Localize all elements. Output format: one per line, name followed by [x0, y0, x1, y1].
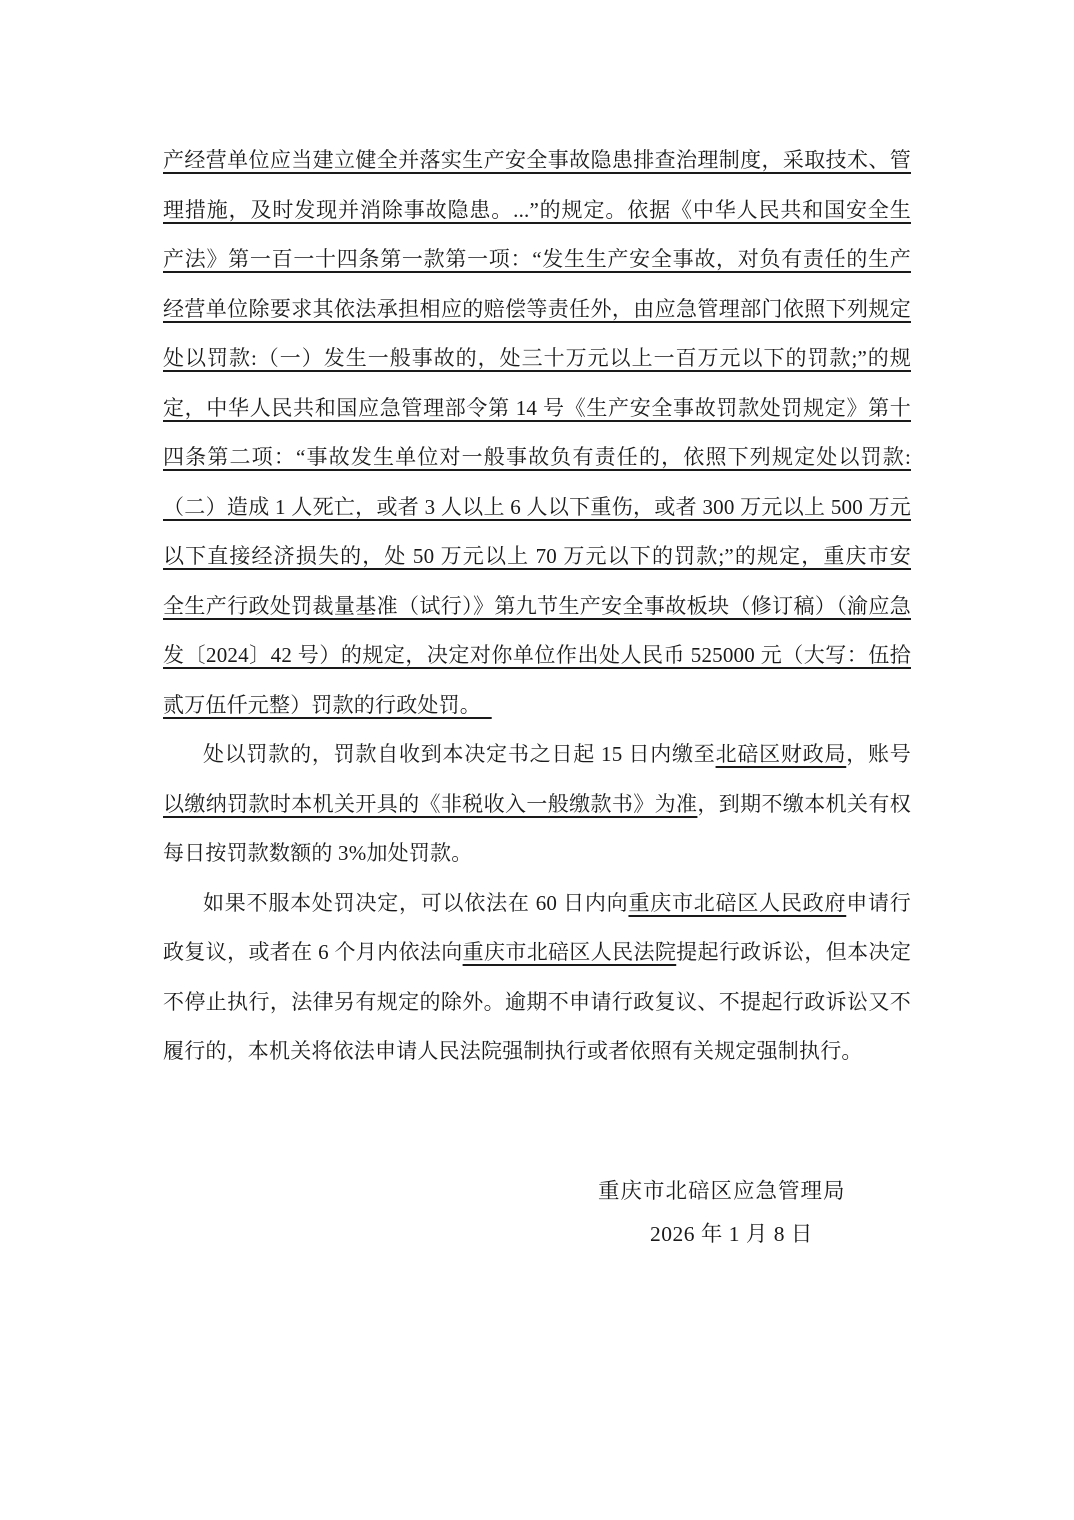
underlined-text: 以缴纳罚款时本机关开具的《非税收入一般缴款书》为准: [163, 791, 698, 816]
plain-text: 如果不服本处罚决定，可以依法在 60 日内向: [203, 890, 629, 915]
text-line: [163, 433, 911, 483]
plain-text: ，到期不缴本机关有权: [697, 791, 912, 816]
plain-text: 申请行: [846, 890, 911, 915]
underlined-text: 全生产行政处罚裁量基准（试行）》第九节生产安全事故板块（修订稿）（渝应急: [163, 593, 911, 618]
signature-date: 2026 年 1 月 8 日: [650, 1222, 813, 1246]
text-line: [163, 1027, 911, 1077]
plain-text: 不停止执行，法律另有规定的除外。逾期不申请行政复议、不提起行政诉讼又不: [163, 989, 911, 1014]
text-line: [163, 483, 911, 533]
text-line: [163, 829, 911, 879]
underlined-text: 贰万伍仟元整）罚款的行政处罚。: [163, 692, 492, 717]
signature-agency: 重庆市北碚区应急管理局: [598, 1179, 846, 1203]
underlined-text: 北碚区财政局: [715, 742, 847, 766]
text-line: [163, 780, 911, 830]
text-line: [163, 334, 911, 384]
underlined-text: 发〔2024〕42 号）的规定，决定对你单位作出处人民币 525000 元（大写：伍拾: [163, 643, 911, 667]
plain-text: ，账号: [846, 742, 911, 766]
underlined-text: 处以罚款:（一）发生一般事故的，处三十万元以上一百万元以下的罚款;”的规: [163, 346, 911, 370]
text-line: [163, 136, 911, 186]
text-line: [163, 532, 911, 582]
text-line: [163, 978, 911, 1028]
text-line: [163, 631, 911, 681]
text-line: [163, 285, 911, 335]
underlined-text: （二）造成 1 人死亡，或者 3 人以上 6 人以下重伤，或者 300 万元以上 500 万元: [163, 494, 911, 519]
underlined-text: 产经营单位应当建立健全并落实生产安全事故隐患排查治理制度，采取技术、管: [163, 148, 911, 172]
text-line: [163, 582, 911, 632]
text-line: [163, 186, 911, 236]
text-line: [163, 235, 911, 285]
plain-text: 政复议，或者在 6 个月内依法向: [163, 940, 463, 964]
text-line: [163, 384, 911, 434]
underlined-text: 以下直接经济损失的，处 50 万元以上 70 万元以下的罚款;”的规定，重庆市安: [163, 544, 911, 568]
underlined-text: 重庆市北碚区人民法院: [462, 940, 677, 964]
plain-text: 每日按罚款数额的 3%加处罚款。: [163, 841, 473, 865]
underlined-text: 重庆市北碚区人民政府: [628, 890, 847, 915]
text-line: [163, 730, 911, 780]
text-line: [163, 681, 911, 731]
plain-text: 提起行政诉讼，但本决定: [676, 940, 912, 964]
document-body: [163, 136, 911, 1077]
underlined-text: 定，中华人民共和国应急管理部令第 14 号《生产安全事故罚款处罚规定》第十: [163, 395, 911, 420]
underlined-text: 经营单位除要求其依法承担相应的赔偿等责任外，由应急管理部门依照下列规定: [163, 296, 911, 321]
underlined-text: 四条第二项：“事故发生单位对一般事故负有责任的，依照下列规定处以罚款:: [163, 445, 911, 469]
plain-text: 履行的，本机关将依法申请人民法院强制执行或者依照有关规定强制执行。: [163, 1039, 863, 1063]
text-line: [163, 928, 911, 978]
underlined-text: 理措施，及时发现并消除事故隐患。...”的规定。依据《中华人民共和国安全生: [163, 197, 911, 222]
underlined-text: 产法》第一百一十四条第一款第一项：“发生生产安全事故，对负有责任的生产: [163, 247, 911, 271]
plain-text: 处以罚款的，罚款自收到本决定书之日起 15 日内缴至: [203, 742, 716, 766]
text-line: [163, 879, 911, 929]
